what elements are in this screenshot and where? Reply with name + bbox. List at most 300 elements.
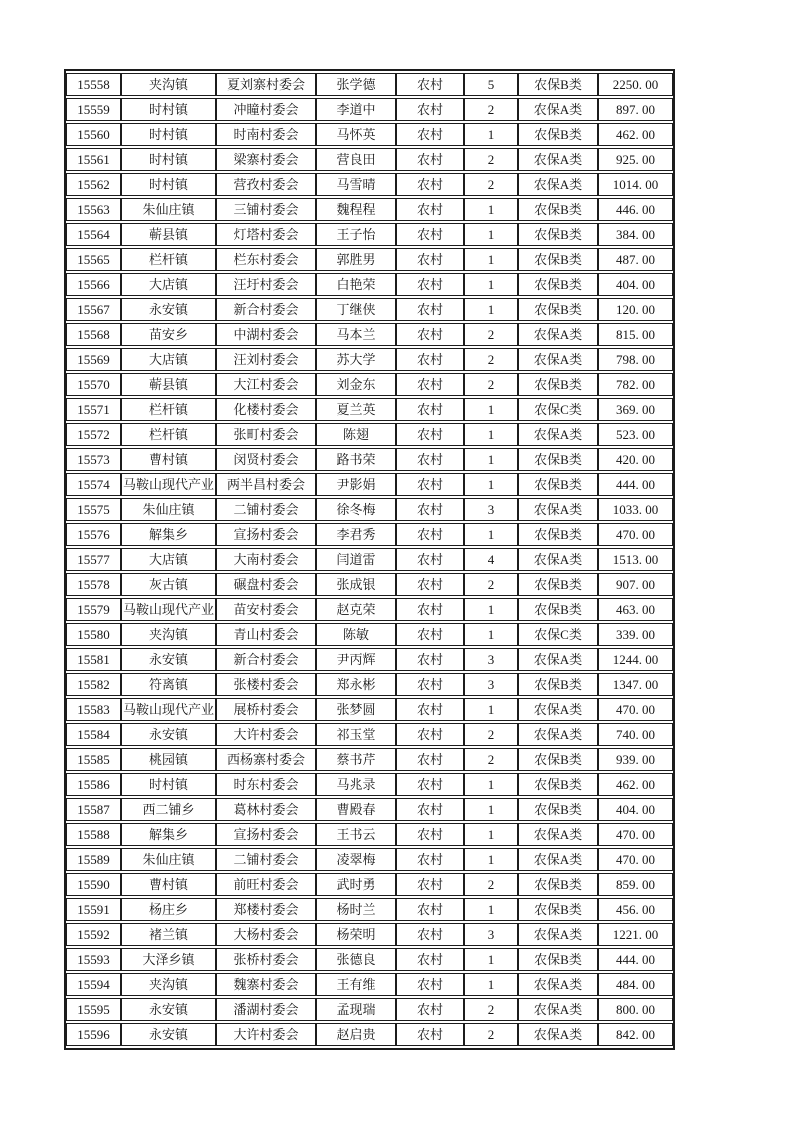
table-row [66,323,673,346]
cell-residence-type: 农村 [396,848,464,871]
cell-person-name: 陈敏 [316,623,396,646]
cell-insurance-category: 农保A类 [518,98,598,121]
cell-person-name: 营良田 [316,148,396,171]
cell-amount: 456. 00 [598,898,673,921]
cell-residence-type: 农村 [396,673,464,696]
cell-amount: 420. 00 [598,448,673,471]
cell-amount: 1014. 00 [598,173,673,196]
cell-count: 2 [464,723,518,746]
cell-amount: 897. 00 [598,98,673,121]
cell-serial: 15594 [66,973,121,996]
cell-residence-type: 农村 [396,348,464,371]
cell-serial: 15595 [66,998,121,1021]
table-row [66,148,673,171]
cell-person-name: 曹殿春 [316,798,396,821]
cell-village-committee: 闵贤村委会 [216,448,316,471]
cell-town: 栏杆镇 [121,248,216,271]
cell-town: 时村镇 [121,773,216,796]
cell-residence-type: 农村 [396,298,464,321]
cell-residence-type: 农村 [396,573,464,596]
cell-person-name: 王子怡 [316,223,396,246]
cell-residence-type: 农村 [396,423,464,446]
cell-amount: 446. 00 [598,198,673,221]
cell-residence-type: 农村 [396,798,464,821]
cell-residence-type: 农村 [396,248,464,271]
cell-serial: 15589 [66,848,121,871]
cell-town: 符离镇 [121,673,216,696]
cell-count: 1 [464,798,518,821]
cell-amount: 740. 00 [598,723,673,746]
cell-village-committee: 营孜村委会 [216,173,316,196]
cell-town: 永安镇 [121,998,216,1021]
cell-person-name: 白艳荣 [316,273,396,296]
cell-count: 1 [464,123,518,146]
cell-person-name: 蔡书芹 [316,748,396,771]
cell-insurance-category: 农保B类 [518,198,598,221]
cell-insurance-category: 农保A类 [518,823,598,846]
cell-count: 1 [464,823,518,846]
cell-village-committee: 展桥村委会 [216,698,316,721]
cell-village-committee: 张町村委会 [216,423,316,446]
cell-town: 曹村镇 [121,448,216,471]
cell-count: 5 [464,73,518,96]
cell-village-committee: 大许村委会 [216,723,316,746]
cell-town: 曹村镇 [121,873,216,896]
cell-insurance-category: 农保C类 [518,398,598,421]
cell-person-name: 徐冬梅 [316,498,396,521]
cell-count: 2 [464,98,518,121]
cell-residence-type: 农村 [396,698,464,721]
cell-insurance-category: 农保B类 [518,73,598,96]
cell-person-name: 马本兰 [316,323,396,346]
cell-amount: 444. 00 [598,948,673,971]
cell-residence-type: 农村 [396,948,464,971]
cell-residence-type: 农村 [396,173,464,196]
cell-residence-type: 农村 [396,773,464,796]
cell-insurance-category: 农保A类 [518,498,598,521]
cell-amount: 842. 00 [598,1023,673,1046]
cell-serial: 15573 [66,448,121,471]
cell-town: 大店镇 [121,348,216,371]
cell-count: 3 [464,923,518,946]
cell-residence-type: 农村 [396,648,464,671]
cell-count: 3 [464,498,518,521]
table-row [66,823,673,846]
cell-village-committee: 张楼村委会 [216,673,316,696]
cell-person-name: 马雪晴 [316,173,396,196]
table-row [66,398,673,421]
cell-count: 2 [464,998,518,1021]
cell-serial: 15561 [66,148,121,171]
cell-serial: 15574 [66,473,121,496]
cell-insurance-category: 农保B类 [518,298,598,321]
cell-serial: 15568 [66,323,121,346]
cell-residence-type: 农村 [396,523,464,546]
cell-residence-type: 农村 [396,373,464,396]
cell-amount: 798. 00 [598,348,673,371]
cell-town: 马鞍山现代产业 [121,698,216,721]
table-row [66,723,673,746]
cell-town: 大店镇 [121,273,216,296]
cell-amount: 120. 00 [598,298,673,321]
cell-town: 栏杆镇 [121,423,216,446]
cell-insurance-category: 农保B类 [518,873,598,896]
cell-amount: 462. 00 [598,773,673,796]
table-row [66,98,673,121]
cell-count: 2 [464,573,518,596]
cell-person-name: 赵克荣 [316,598,396,621]
cell-town: 桃园镇 [121,748,216,771]
cell-amount: 463. 00 [598,598,673,621]
cell-serial: 15559 [66,98,121,121]
cell-amount: 925. 00 [598,148,673,171]
cell-residence-type: 农村 [396,823,464,846]
cell-insurance-category: 农保B类 [518,448,598,471]
cell-village-committee: 前旺村委会 [216,873,316,896]
cell-insurance-category: 农保B类 [518,273,598,296]
cell-village-committee: 大南村委会 [216,548,316,571]
table-row [66,798,673,821]
cell-insurance-category: 农保B类 [518,248,598,271]
cell-person-name: 张德良 [316,948,396,971]
cell-serial: 15586 [66,773,121,796]
cell-residence-type: 农村 [396,223,464,246]
cell-town: 大泽乡镇 [121,948,216,971]
cell-serial: 15571 [66,398,121,421]
cell-count: 3 [464,648,518,671]
cell-town: 永安镇 [121,648,216,671]
cell-town: 蕲县镇 [121,223,216,246]
cell-count: 1 [464,473,518,496]
cell-count: 2 [464,1023,518,1046]
cell-residence-type: 农村 [396,598,464,621]
cell-count: 2 [464,148,518,171]
table-row [66,648,673,671]
cell-count: 2 [464,348,518,371]
cell-insurance-category: 农保B类 [518,473,598,496]
cell-residence-type: 农村 [396,748,464,771]
cell-village-committee: 郑楼村委会 [216,898,316,921]
cell-serial: 15569 [66,348,121,371]
cell-insurance-category: 农保A类 [518,548,598,571]
cell-serial: 15570 [66,373,121,396]
table-row [66,948,673,971]
cell-serial: 15593 [66,948,121,971]
cell-village-committee: 二铺村委会 [216,848,316,871]
cell-town: 灰古镇 [121,573,216,596]
cell-serial: 15578 [66,573,121,596]
cell-amount: 444. 00 [598,473,673,496]
cell-village-committee: 新合村委会 [216,298,316,321]
cell-serial: 15565 [66,248,121,271]
cell-residence-type: 农村 [396,448,464,471]
cell-person-name: 丁继侠 [316,298,396,321]
cell-serial: 15558 [66,73,121,96]
cell-insurance-category: 农保A类 [518,148,598,171]
cell-amount: 907. 00 [598,573,673,596]
cell-count: 1 [464,248,518,271]
table-row [66,473,673,496]
cell-residence-type: 农村 [396,923,464,946]
cell-amount: 815. 00 [598,323,673,346]
cell-town: 解集乡 [121,823,216,846]
cell-count: 1 [464,273,518,296]
cell-village-committee: 二铺村委会 [216,498,316,521]
table-row [66,923,673,946]
cell-village-committee: 栏东村委会 [216,248,316,271]
cell-serial: 15581 [66,648,121,671]
cell-count: 1 [464,848,518,871]
cell-village-committee: 汪圩村委会 [216,273,316,296]
cell-village-committee: 苗安村委会 [216,598,316,621]
cell-residence-type: 农村 [396,273,464,296]
cell-serial: 15582 [66,673,121,696]
cell-town: 杨庄乡 [121,898,216,921]
cell-serial: 15562 [66,173,121,196]
cell-town: 栏杆镇 [121,398,216,421]
cell-serial: 15590 [66,873,121,896]
cell-person-name: 王有维 [316,973,396,996]
table-row [66,548,673,571]
cell-person-name: 张梦圆 [316,698,396,721]
cell-count: 1 [464,523,518,546]
table-row [66,273,673,296]
cell-town: 时村镇 [121,123,216,146]
cell-town: 时村镇 [121,173,216,196]
cell-residence-type: 农村 [396,123,464,146]
cell-count: 1 [464,898,518,921]
table-row [66,123,673,146]
cell-person-name: 祁玉堂 [316,723,396,746]
cell-insurance-category: 农保B类 [518,373,598,396]
cell-residence-type: 农村 [396,898,464,921]
cell-town: 永安镇 [121,723,216,746]
cell-village-committee: 夏刘寨村委会 [216,73,316,96]
cell-amount: 939. 00 [598,748,673,771]
cell-insurance-category: 农保C类 [518,623,598,646]
cell-town: 朱仙庄镇 [121,848,216,871]
cell-person-name: 夏兰英 [316,398,396,421]
cell-person-name: 凌翠梅 [316,848,396,871]
cell-person-name: 尹丙辉 [316,648,396,671]
cell-town: 永安镇 [121,298,216,321]
cell-insurance-category: 农保A类 [518,698,598,721]
cell-amount: 470. 00 [598,523,673,546]
cell-insurance-category: 农保A类 [518,998,598,1021]
cell-person-name: 马怀英 [316,123,396,146]
table-row [66,573,673,596]
cell-amount: 404. 00 [598,273,673,296]
cell-count: 1 [464,223,518,246]
cell-serial: 15575 [66,498,121,521]
cell-insurance-category: 农保A类 [518,648,598,671]
cell-count: 1 [464,948,518,971]
cell-insurance-category: 农保B类 [518,898,598,921]
cell-serial: 15584 [66,723,121,746]
cell-serial: 15566 [66,273,121,296]
cell-serial: 15587 [66,798,121,821]
cell-serial: 15596 [66,1023,121,1046]
table-row [66,598,673,621]
cell-count: 2 [464,323,518,346]
table-row [66,523,673,546]
cell-residence-type: 农村 [396,998,464,1021]
table-row [66,173,673,196]
cell-village-committee: 时东村委会 [216,773,316,796]
cell-village-committee: 化楼村委会 [216,398,316,421]
table-row [66,198,673,221]
cell-village-committee: 青山村委会 [216,623,316,646]
cell-person-name: 武时勇 [316,873,396,896]
payment-roster-table [64,69,675,1050]
cell-amount: 1221. 00 [598,923,673,946]
cell-residence-type: 农村 [396,98,464,121]
cell-serial: 15576 [66,523,121,546]
cell-town: 马鞍山现代产业 [121,598,216,621]
cell-insurance-category: 农保B类 [518,798,598,821]
cell-person-name: 王书云 [316,823,396,846]
cell-town: 夹沟镇 [121,623,216,646]
table-row [66,248,673,271]
cell-serial: 15591 [66,898,121,921]
cell-amount: 1513. 00 [598,548,673,571]
cell-amount: 470. 00 [598,848,673,871]
table-row [66,423,673,446]
cell-insurance-category: 农保B类 [518,223,598,246]
cell-count: 1 [464,598,518,621]
cell-village-committee: 两半昌村委会 [216,473,316,496]
cell-town: 时村镇 [121,148,216,171]
cell-village-committee: 大许村委会 [216,1023,316,1046]
cell-village-committee: 葛林村委会 [216,798,316,821]
cell-residence-type: 农村 [396,148,464,171]
cell-amount: 470. 00 [598,823,673,846]
table-row [66,1023,673,1046]
cell-count: 1 [464,398,518,421]
cell-insurance-category: 农保B类 [518,523,598,546]
cell-amount: 470. 00 [598,698,673,721]
cell-residence-type: 农村 [396,73,464,96]
cell-insurance-category: 农保B类 [518,123,598,146]
cell-count: 1 [464,448,518,471]
cell-amount: 404. 00 [598,798,673,821]
table-row [66,348,673,371]
table-row [66,498,673,521]
cell-amount: 487. 00 [598,248,673,271]
cell-amount: 1244. 00 [598,648,673,671]
cell-person-name: 路书荣 [316,448,396,471]
cell-serial: 15588 [66,823,121,846]
cell-count: 2 [464,748,518,771]
cell-amount: 1033. 00 [598,498,673,521]
cell-person-name: 孟现瑞 [316,998,396,1021]
cell-count: 1 [464,698,518,721]
cell-village-committee: 灯塔村委会 [216,223,316,246]
cell-amount: 339. 00 [598,623,673,646]
table-row [66,973,673,996]
cell-count: 2 [464,173,518,196]
cell-residence-type: 农村 [396,498,464,521]
cell-serial: 15577 [66,548,121,571]
cell-village-committee: 宣扬村委会 [216,523,316,546]
cell-person-name: 张成银 [316,573,396,596]
cell-town: 褚兰镇 [121,923,216,946]
cell-person-name: 马兆录 [316,773,396,796]
cell-serial: 15585 [66,748,121,771]
cell-serial: 15580 [66,623,121,646]
cell-insurance-category: 农保A类 [518,923,598,946]
cell-village-committee: 大江村委会 [216,373,316,396]
cell-town: 时村镇 [121,98,216,121]
cell-count: 1 [464,198,518,221]
cell-insurance-category: 农保A类 [518,723,598,746]
cell-serial: 15563 [66,198,121,221]
cell-person-name: 李君秀 [316,523,396,546]
cell-person-name: 尹影娟 [316,473,396,496]
cell-serial: 15564 [66,223,121,246]
cell-town: 苗安乡 [121,323,216,346]
cell-person-name: 郭胜男 [316,248,396,271]
table-body [66,73,673,1046]
table-container [64,69,675,1050]
cell-count: 1 [464,973,518,996]
table-row [66,298,673,321]
cell-amount: 782. 00 [598,373,673,396]
cell-amount: 462. 00 [598,123,673,146]
cell-amount: 369. 00 [598,398,673,421]
cell-village-committee: 碾盘村委会 [216,573,316,596]
cell-village-committee: 宣扬村委会 [216,823,316,846]
cell-count: 2 [464,373,518,396]
cell-insurance-category: 农保B类 [518,673,598,696]
cell-count: 2 [464,873,518,896]
cell-amount: 384. 00 [598,223,673,246]
table-row [66,673,673,696]
cell-insurance-category: 农保B类 [518,748,598,771]
cell-person-name: 陈翅 [316,423,396,446]
cell-town: 西二铺乡 [121,798,216,821]
cell-person-name: 李道中 [316,98,396,121]
cell-residence-type: 农村 [396,398,464,421]
cell-amount: 2250. 00 [598,73,673,96]
cell-count: 1 [464,298,518,321]
cell-person-name: 刘金东 [316,373,396,396]
cell-serial: 15579 [66,598,121,621]
cell-insurance-category: 农保B类 [518,948,598,971]
cell-residence-type: 农村 [396,473,464,496]
cell-count: 1 [464,773,518,796]
cell-residence-type: 农村 [396,548,464,571]
cell-person-name: 魏程程 [316,198,396,221]
cell-residence-type: 农村 [396,973,464,996]
cell-residence-type: 农村 [396,623,464,646]
cell-town: 朱仙庄镇 [121,498,216,521]
cell-insurance-category: 农保B类 [518,573,598,596]
cell-town: 夹沟镇 [121,973,216,996]
cell-residence-type: 农村 [396,873,464,896]
cell-amount: 484. 00 [598,973,673,996]
cell-village-committee: 汪刘村委会 [216,348,316,371]
cell-insurance-category: 农保A类 [518,348,598,371]
cell-count: 4 [464,548,518,571]
table-row [66,448,673,471]
cell-insurance-category: 农保A类 [518,323,598,346]
table-row [66,873,673,896]
cell-village-committee: 潘湖村委会 [216,998,316,1021]
cell-insurance-category: 农保A类 [518,848,598,871]
table-row [66,698,673,721]
cell-village-committee: 冲瞳村委会 [216,98,316,121]
